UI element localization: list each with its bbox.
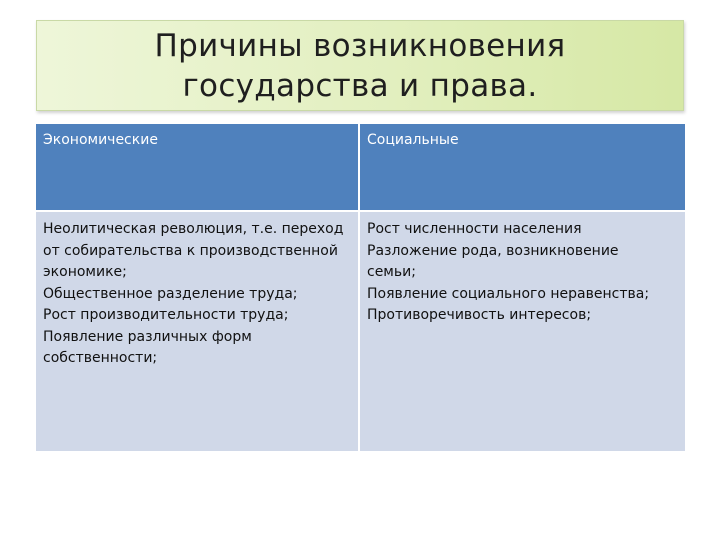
header-social: Социальные <box>360 124 685 212</box>
cell-economic-causes: Неолитическая революция, т.е. переход от собирательства к производственной экономике; Общественное разделение труда; Рост производительности труда; Появление различных форм собственности; <box>36 212 360 451</box>
title-box <box>36 20 684 111</box>
causes-table <box>36 124 685 451</box>
header-economic: Экономические <box>36 124 360 212</box>
slide-title: Причины возникновения государства и права. <box>154 27 566 104</box>
cell-social-causes: Рост численности населения Разложение рода, возникновение семьи; Появление социального неравенства; Противоречивость интересов; <box>360 212 685 451</box>
